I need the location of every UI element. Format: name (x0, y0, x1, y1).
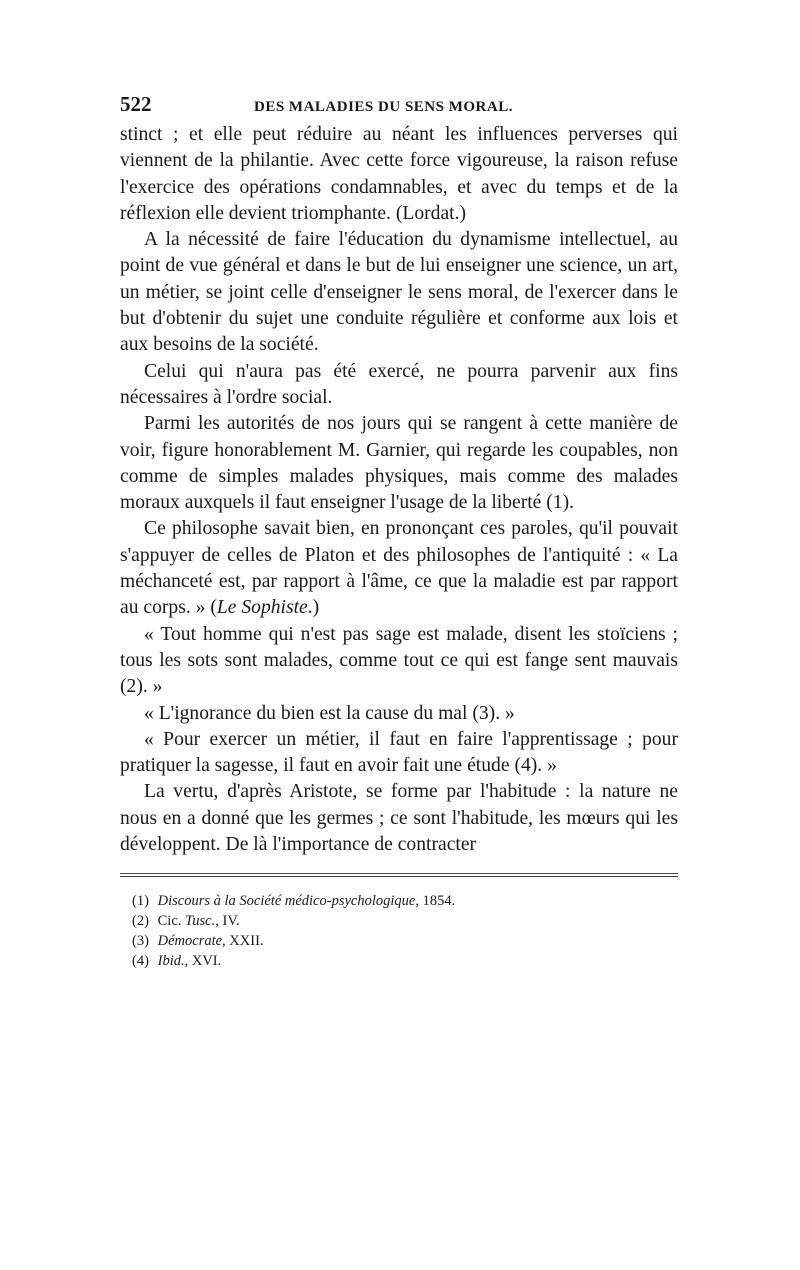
paragraph: stinct ; et elle peut réduire au néant les influences perverses qui viennent de la philantie. Avec cette force vigoureuse, la raison refuse l'exercice des opérations condamnables, et avec du temps et de la réflexion elle devient triomphante. (Lordat.) (120, 124, 678, 224)
footnotes (120, 891, 678, 971)
footnote-text: XVI. (188, 953, 222, 970)
footnote-italic: Ibid., (157, 953, 189, 970)
footnote-text: 1854. (418, 893, 456, 910)
footnote-text: IV. (218, 913, 240, 930)
running-title: DES MALADIES DU SENS MORAL. (254, 99, 513, 115)
footnote (132, 951, 678, 971)
book-page (120, 92, 678, 971)
footnote (132, 911, 678, 931)
paragraph-text: .) (307, 597, 320, 619)
paragraph: « Pour exercer un métier, il faut en faire l'apprentissage ; pour pratiquer la sagesse, il faut en avoir fait une étude (4). » (120, 728, 678, 777)
footnote-italic: Tusc., (185, 913, 219, 930)
paragraph: « Tout homme qui n'est pas sage est malade, disent les stoïciens ; tous les sots sont malades, comme tout ce qui est fange sent mauvais (2). » (120, 623, 678, 698)
footnote-number: (1) (132, 893, 149, 910)
paragraph (120, 516, 678, 621)
paragraph: Parmi les autorités de nos jours qui se rangent à cette manière de voir, figure honorablement M. Garnier, qui regarde les coupables, non comme de simples malades physiques, mais comme des malades moraux auxquels il faut enseigner l'usage de la liberté (1). (120, 413, 678, 514)
paragraph: « L'ignorance du bien est la cause du mal (3). » (144, 702, 515, 724)
footnote-number: (2) (132, 913, 149, 930)
footnote (132, 891, 678, 911)
paragraph: Celui qui n'aura pas été exercé, ne pourra parvenir aux fins nécessaires à l'ordre social. (120, 360, 678, 408)
body-text (120, 122, 678, 858)
footnote-text: XXII. (225, 933, 264, 950)
footnote-italic: Discours à la Société médico-psychologique, (157, 893, 419, 910)
footnote-number: (3) (132, 933, 149, 950)
footnote-divider (120, 876, 678, 877)
italic-title: Le Sophiste (216, 597, 308, 619)
page-header (120, 92, 678, 122)
page-number: 522 (120, 92, 152, 116)
footnote-number: (4) (132, 953, 149, 970)
paragraph-text: Ce philosophe savait bien, en prononçant ces paroles, qu'il pouvait s'appuyer de celles de Platon et des philosophes de l'antiquité : « La méchanceté est, par rapport à l'âme, ce que la maladie est par rapport au corps. » ( (120, 518, 678, 619)
footnote-text: Cic. (157, 913, 186, 930)
footnote-italic: Démocrate, (157, 933, 226, 950)
paragraph: A la nécessité de faire l'éducation du dynamisme intellectuel, au point de vue général et dans le but de lui enseigner une science, un art, un métier, se joint celle d'enseigner le sens moral, de l'exercer dans le but d'obtenir du sujet une conduite régulière et conforme aux lois et aux besoins de la société. (120, 229, 678, 356)
paragraph: La vertu, d'après Aristote, se forme par l'habitude : la nature ne nous en a donné que les germes ; ce sont l'habitude, les mœurs qui les développent. De là l'importance de contracter (120, 781, 678, 856)
footnote-divider (120, 873, 678, 874)
footnote (132, 931, 678, 951)
